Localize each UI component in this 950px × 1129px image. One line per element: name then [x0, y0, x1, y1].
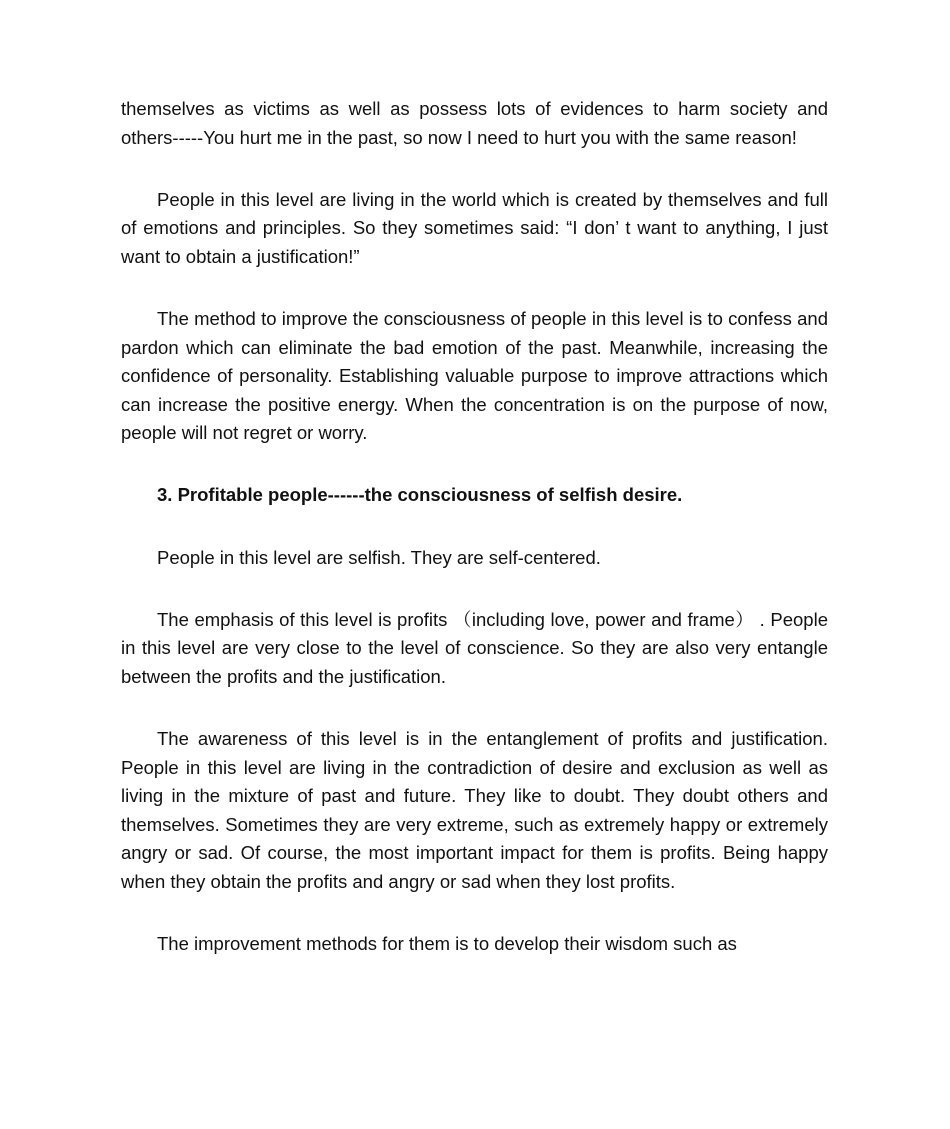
paragraph-improvement-wisdom: The improvement methods for them is to develop their wisdom such as — [157, 932, 737, 954]
paragraph-improvement-method: The method to improve the consciousness of people in this level is to confess and pardon which can eliminate the bad emotion of the past. Meanwhile, increasing the confidence of personality. Establishing valuable purpose to improve attractions which can increase the positive energy. When the concentration is on the purpose of now, people will not regret or worry. — [121, 307, 828, 444]
paragraph-awareness: The awareness of this level is in the entanglement of profits and justification. People in this level are living in the contradiction of desire and exclusion as well as living in the mixture of past and future. They like to doubt. They doubt others and themselves. Sometimes they are very extreme, such as extremely happy or extremely angry or sad. Of course, the most important impact for them is profits. Being happy when they obtain the profits and angry or sad when they lost profits. — [121, 727, 828, 892]
paragraph-emphasis-profits: The emphasis of this level is profits （including love, power and frame） . People in this level are very close to the level of conscience. So they are also very entangle between the profits and the justification. — [121, 608, 828, 687]
paragraph-world-of-emotions: People in this level are living in the world which is created by themselves and full of emotions and principles. So they sometimes said: “I don’ t want to anything, I just want to obtain a justification!” — [121, 188, 828, 267]
document-page — [121, 95, 828, 959]
paragraph-victims-continuation: themselves as victims as well as possess lots of evidences to harm society and others-----You hurt me in the past, so now I need to hurt you with the same reason! — [121, 98, 828, 148]
paragraph-selfish: People in this level are selfish. They are self-centered. — [157, 546, 601, 568]
section-heading-profitable-people: 3. Profitable people------the consciousness of selfish desire. — [157, 484, 683, 506]
